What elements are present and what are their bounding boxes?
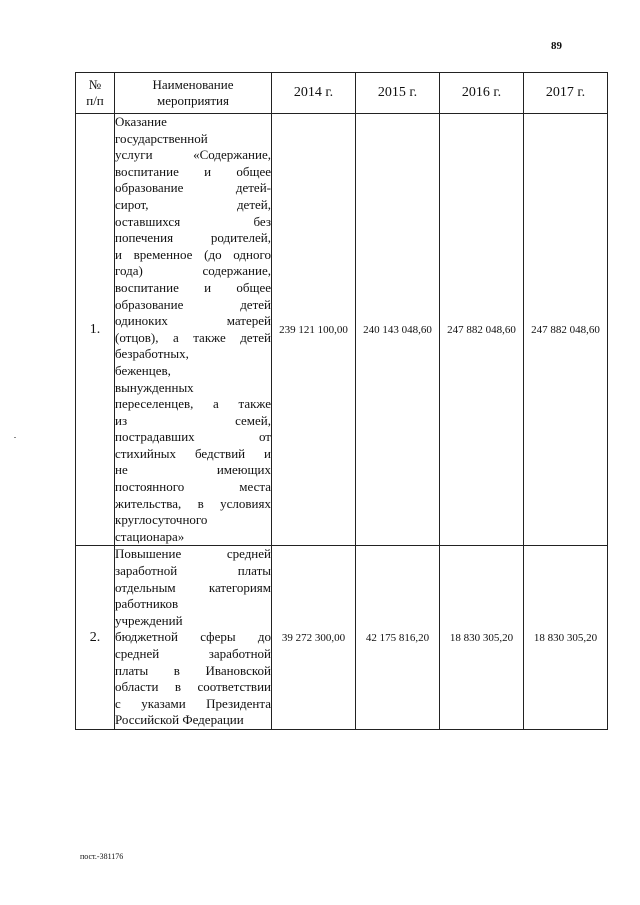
header-event-name xyxy=(115,73,272,114)
table-row xyxy=(76,546,608,730)
event-name-line: государственной xyxy=(115,130,208,146)
header-row xyxy=(76,73,608,114)
event-name xyxy=(115,114,272,546)
header-number-line-1: № xyxy=(88,77,102,92)
event-name-line: сирот, детей, xyxy=(115,196,271,212)
event-name-line: платы в Ивановской xyxy=(115,662,271,678)
header-year-2015: 2015 г. xyxy=(356,73,440,114)
scan-margin-mark xyxy=(14,437,16,438)
event-name-line: стихийных бедствий и xyxy=(115,445,271,461)
header-year-2014: 2014 г. xyxy=(272,73,356,114)
event-name-line: беженцев, xyxy=(115,362,171,378)
event-name-line: Российской Федерации xyxy=(115,712,244,728)
page-number: 89 xyxy=(551,40,562,52)
header-event-name-line-2: мероприятия xyxy=(156,93,229,108)
row-number: 1. xyxy=(76,114,115,546)
row-number: 2. xyxy=(76,546,115,730)
event-name-line: вынужденных xyxy=(115,379,194,395)
event-name-line: услуги «Содержание, xyxy=(115,147,271,163)
event-name-line: стационара» xyxy=(115,528,185,544)
event-name-line: образование детей xyxy=(115,296,271,312)
event-name-line: средней заработной xyxy=(115,646,271,661)
header-number-line-2: п/п xyxy=(86,93,104,108)
event-name-line: бюджетной сферы до xyxy=(115,629,271,645)
event-name-line: и временное (до одного xyxy=(115,246,271,262)
event-name-line: жительства, в условиях xyxy=(115,495,271,511)
value-2015: 42 175 816,20 xyxy=(356,546,440,730)
event-name-line: попечения родителей, xyxy=(115,230,271,246)
event-name-line: области в соответствии xyxy=(115,679,271,695)
header-year-2017: 2017 г. xyxy=(524,73,608,114)
event-name-line: образование детей- xyxy=(115,180,271,196)
value-2014: 239 121 100,00 xyxy=(272,114,356,546)
header-number xyxy=(76,73,115,114)
header-event-name-line-1: Наименование xyxy=(152,77,234,92)
event-name-line: заработной платы xyxy=(115,563,271,579)
table-row xyxy=(76,114,608,546)
event-name-line: отдельным категориям xyxy=(115,579,271,595)
event-name-line: круглосуточного xyxy=(115,512,208,528)
value-2014: 39 272 300,00 xyxy=(272,546,356,730)
event-name-line: постоянного места xyxy=(115,479,271,495)
value-2016: 247 882 048,60 xyxy=(440,114,524,546)
value-2015: 240 143 048,60 xyxy=(356,114,440,546)
value-2017: 18 830 305,20 xyxy=(524,546,608,730)
footer-code: пост.-381176 xyxy=(80,852,124,861)
event-name-line: оставшихся без xyxy=(115,213,271,229)
event-name-line: воспитание и общее xyxy=(115,279,271,295)
event-name-line: (отцов), а также детей xyxy=(115,329,271,345)
event-name-line: года) содержание, xyxy=(115,263,271,279)
event-name-line: учреждений xyxy=(115,612,183,628)
event-name-line: безработных, xyxy=(115,346,189,362)
event-name-line: не имеющих xyxy=(115,462,271,478)
event-name xyxy=(115,546,272,730)
event-name-line: переселенцев, а также xyxy=(115,396,271,412)
header-year-2016: 2016 г. xyxy=(440,73,524,114)
event-name-line: одиноких матерей xyxy=(115,313,271,329)
value-2016: 18 830 305,20 xyxy=(440,546,524,730)
event-name-line: пострадавших от xyxy=(115,429,271,445)
event-name-line: воспитание и общее xyxy=(115,163,271,179)
value-2017: 247 882 048,60 xyxy=(524,114,608,546)
event-name-line: Оказание xyxy=(115,114,167,129)
event-name-line: с указами Президента xyxy=(115,695,271,711)
program-table xyxy=(75,72,608,730)
event-name-line: Повышение средней xyxy=(115,546,271,562)
event-name-line: из семей, xyxy=(115,412,271,428)
event-name-line: работников xyxy=(115,596,179,612)
